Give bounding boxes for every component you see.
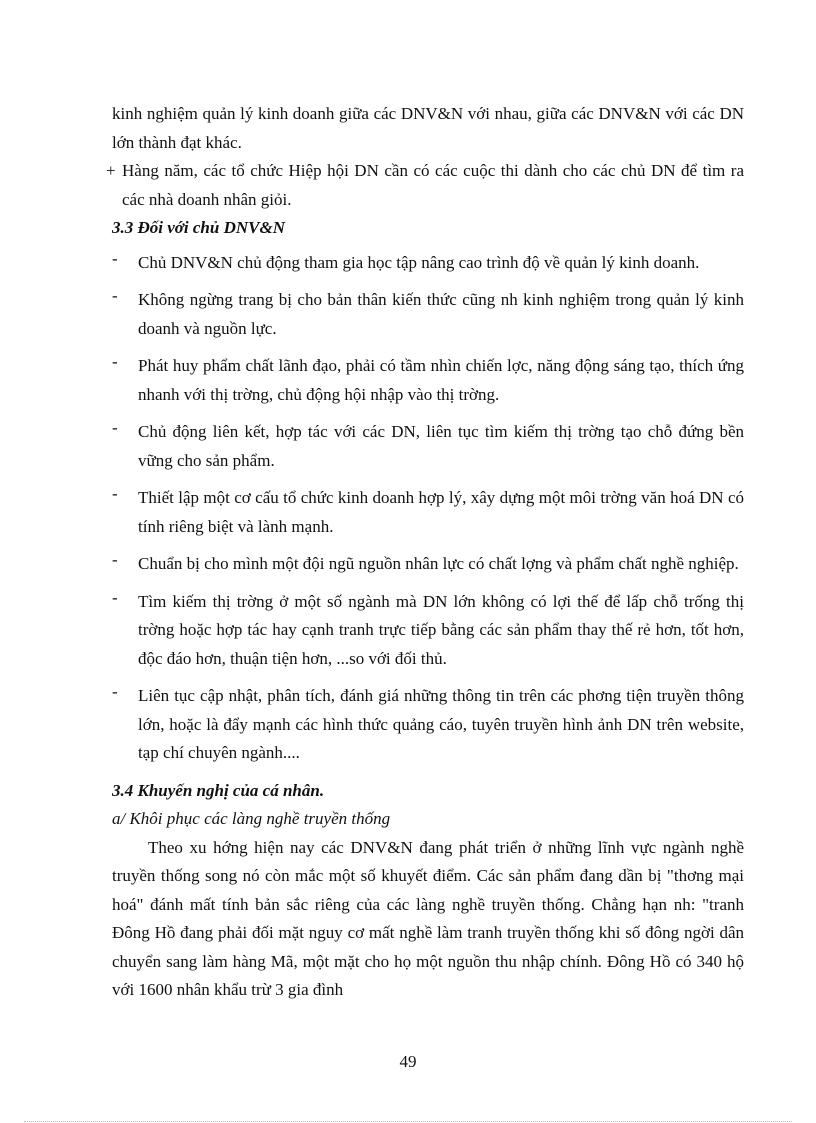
dash-bullet: -: [112, 418, 118, 437]
section-3-3-list: [112, 249, 744, 768]
list-item-text: Chuẩn bị cho mình một đội ngũ nguồn nhân lực có chất lợng và phẩm chất nghề nghiệp.: [138, 554, 739, 573]
section-heading-3-4: 3.4 Khuyến nghị của cá nhân.: [112, 780, 325, 800]
list-item: [112, 588, 744, 674]
dash-bullet: -: [112, 587, 118, 607]
list-item-text: Thiết lập một cơ cấu tổ chức kinh doanh hợp lý, xây dựng một môi trờng văn hoá DN có tính riêng biệt và lành mạnh.: [138, 488, 744, 536]
section-heading-3-3: 3.3 Đối với chủ DNV&N: [112, 218, 285, 237]
plus-bullet: +: [106, 161, 116, 180]
list-item: [112, 352, 744, 409]
list-item-text: Chủ DNV&N chủ động tham gia học tập nâng cao trình độ về quản lý kinh doanh.: [138, 252, 700, 272]
list-item: [112, 484, 744, 541]
body-paragraph: Theo xu hớng hiện nay các DNV&N đang phát triển ở những lĩnh vực ngành nghề truyền thống song nó còn mắc một số khuyết điểm. Các sản phẩm đang dần bị "thơng mại hoá" đánh mất tính bản sắc riêng của các làng nghề truyền thống. Chẳng hạn nh: "tranh Đông Hồ đang phải đối mặt nguy cơ mất nghề làm tranh truyền thống khi số đông ngời dân chuyển sang làm hàng Mã, một mặt cho họ một nguồn thu nhập chính. Đông Hồ có 340 hộ với 1600 nhân khẩu trừ 3 gia đình: [112, 837, 744, 999]
plus-item-text: Hàng năm, các tổ chức Hiệp hội DN cần có các cuộc thi dành cho các chủ DN để tìm ra các nhà doanh nhân giỏi.: [122, 161, 744, 209]
dash-bullet: -: [112, 352, 118, 371]
page-number: 49: [399, 1052, 417, 1071]
footer-divider: [24, 1121, 792, 1122]
plus-list-item: [106, 157, 744, 214]
list-item: [112, 249, 744, 278]
intro-paragraph: kinh nghiệm quản lý kinh doanh giữa các DNV&N với nhau, giữa các DNV&N với các DN lớn thành đạt khác.: [112, 104, 744, 152]
list-item: [112, 682, 744, 768]
list-item: [112, 550, 744, 579]
subsection-heading-a: a/ Khôi phục các làng nghề truyền thống: [112, 809, 391, 828]
dash-bullet: -: [112, 286, 118, 305]
dash-bullet: -: [112, 248, 118, 268]
list-item-text: Tìm kiếm thị trờng ở một số ngành mà DN lớn không có lợi thế để lấp chỗ trống thị trờng hoặc hợp tác hay cạnh tranh trực tiếp bằng các sản phẩm thay thế rẻ hơn, tốt hơn, độc đáo hơn, thuận tiện hơn, ...so với đối thủ.: [138, 591, 744, 668]
dash-bullet: -: [112, 682, 118, 701]
list-item-text: Phát huy phẩm chất lãnh đạo, phải có tầm nhìn chiến lợc, năng động sáng tạo, thích ứng nhanh với thị trờng, chủ động hội nhập vào thị trờng.: [138, 356, 744, 404]
list-item-text: Liên tục cập nhật, phân tích, đánh giá những thông tin trên các phơng tiện truyền thông lớn, hoặc là đẩy mạnh các hình thức quảng cáo, tuyên truyền hình ảnh DN trên website, tạp chí chuyên ngành....: [138, 686, 744, 762]
dash-bullet: -: [112, 550, 118, 569]
list-item: [112, 418, 744, 475]
list-item-text: Không ngừng trang bị cho bản thân kiến thức cũng nh kinh nghiệm trong quản lý kinh doanh và nguồn lực.: [138, 290, 744, 338]
page-body: [106, 100, 744, 1005]
list-item-text: Chủ động liên kết, hợp tác với các DN, liên tục tìm kiếm thị trờng tạo chỗ đứng bền vững cho sản phẩm.: [138, 422, 744, 470]
list-item: [112, 286, 744, 343]
dash-bullet: -: [112, 484, 118, 503]
